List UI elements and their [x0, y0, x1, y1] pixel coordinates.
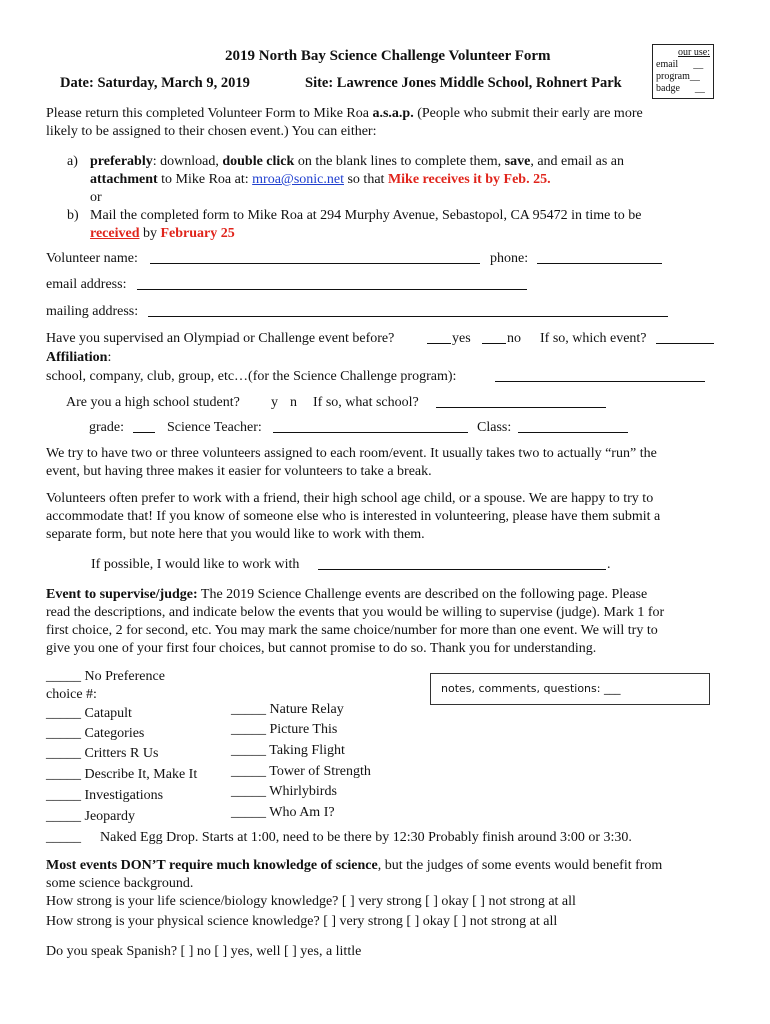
form-title: 2019 North Bay Science Challenge Volunteer Form [225, 48, 551, 64]
supervised-no-field[interactable] [482, 331, 506, 344]
work-with-field[interactable] [318, 557, 606, 570]
hs-no-option[interactable]: n [290, 395, 297, 410]
volunteer-name-field[interactable] [150, 251, 480, 264]
which-event-label: If so, which event? [540, 331, 647, 346]
email-address-field[interactable] [137, 277, 527, 290]
spanish-question[interactable]: Do you speak Spanish? [ ] no [ ] yes, well [ ] yes, a little [46, 944, 362, 959]
events-intro-line-1: Event to supervise/judge: The 2019 Science Challenge events are described on the following page. Please [46, 587, 648, 602]
mailing-address-field[interactable] [148, 304, 668, 317]
grade-label: grade: [89, 420, 124, 435]
what-school-label: If so, what school? [313, 395, 419, 410]
supervised-question: Have you supervised an Olympiad or Challenge event before? [46, 331, 395, 346]
event-taking-flight[interactable]: _____ Taking Flight [231, 743, 345, 758]
office-use-heading: our use: [678, 47, 710, 58]
event-who-am-i[interactable]: _____ Who Am I? [231, 805, 335, 820]
notes-comments-box[interactable] [430, 673, 710, 705]
event-date: Date: Saturday, March 9, 2019 [60, 75, 250, 91]
affiliation-field[interactable] [495, 369, 705, 382]
event-catapult[interactable]: _____ Catapult [46, 706, 132, 721]
knowledge-line-1: Most events DON’T require much knowledge of science, but the judges of some events would benefit from [46, 858, 663, 873]
event-whirlybirds[interactable]: _____ Whirlybirds [231, 784, 337, 799]
event-jeopardy[interactable]: _____ Jeopardy [46, 809, 136, 824]
office-program-label: program [656, 71, 690, 82]
hs-student-question: Are you a high school student? [66, 395, 240, 410]
grade-field[interactable] [133, 420, 155, 433]
knowledge-line-2: some science background. [46, 876, 194, 891]
work-with-label: If possible, I would like to work with [91, 557, 300, 572]
events-intro-line-2: read the descriptions, and indicate below the events that you would be willing to supervise (judge). Mark 1 for [46, 605, 665, 620]
volunteer-name-label: Volunteer name: [46, 251, 138, 266]
event-describe-it[interactable]: _____ Describe It, Make It [46, 767, 198, 782]
phone-field[interactable] [537, 251, 662, 264]
event-tower-of-strength[interactable]: _____ Tower of Strength [231, 764, 371, 779]
office-email-label: email [656, 59, 679, 70]
event-nature-relay[interactable]: _____ Nature Relay [231, 702, 344, 717]
supervised-yes-label: yes [452, 331, 471, 346]
option-b-line-1: Mail the completed form to Mike Roa at 294 Murphy Avenue, Sebastopol, CA 95472 in time to be [90, 208, 642, 223]
which-event-field[interactable] [656, 331, 714, 344]
teacher-field[interactable] [273, 420, 468, 433]
events-intro-line-4: give you one of your first four choices, but cannot promise to do so. Thank you for understanding. [46, 641, 597, 656]
work-with-para-line-2: accommodate that! If you know of someone else who is interested in volunteering, please have them submit a [46, 509, 661, 524]
event-picture-this[interactable]: _____ Picture This [231, 722, 338, 737]
events-intro-line-3: first choice, 2 for second, etc. You may mark the same choice/number for more than one event. We will try to [46, 623, 658, 638]
event-critters-r-us[interactable]: _____ Critters R Us [46, 746, 159, 761]
or-text: or [90, 190, 102, 205]
phone-label: phone: [490, 251, 529, 266]
option-a-line-1: preferably: download, double click on the blank lines to complete them, save, and email as an [90, 154, 625, 169]
class-field[interactable] [518, 420, 628, 433]
teacher-label: Science Teacher: [167, 420, 262, 435]
work-with-para-line-3: separate form, but note here that you would like to work with them. [46, 527, 425, 542]
egg-drop-blank[interactable]: _____ [46, 830, 81, 845]
intro-line-2: likely to be assigned to their chosen event.) You can either: [46, 124, 377, 139]
office-use-box: our use: email __ program__ badge __ [652, 44, 714, 99]
event-site: Site: Lawrence Jones Middle School, Rohnert Park [305, 75, 622, 91]
volunteer-count-line-1: We try to have two or three volunteers assigned to each room/event. It usually takes two to actually “run” the [46, 446, 657, 461]
affiliation-heading: Affiliation: [46, 350, 112, 365]
email-link[interactable]: mroa@sonic.net [252, 172, 344, 187]
intro-line-1: Please return this completed Volunteer Form to Mike Roa a.s.a.p. (People who submit their early are more [46, 106, 643, 121]
class-label: Class: [477, 420, 512, 435]
event-naked-egg-drop: Naked Egg Drop. Starts at 1:00, need to be there by 12:30 Probably finish around 3:00 or 3:30. [100, 830, 632, 845]
option-b-label: b) [67, 208, 79, 223]
affiliation-question: school, company, club, group, etc…(for the Science Challenge program): [46, 369, 457, 384]
physical-science-question[interactable]: How strong is your physical science knowledge? [ ] very strong [ ] okay [ ] not strong at all [46, 914, 558, 929]
office-badge-label: badge [656, 83, 680, 94]
no-preference-option[interactable]: _____ No Preference [46, 669, 165, 684]
supervised-yes-field[interactable] [427, 331, 451, 344]
supervised-no-label: no [507, 331, 521, 346]
mailing-address-label: mailing address: [46, 304, 139, 319]
event-investigations[interactable]: _____ Investigations [46, 788, 164, 803]
option-b-line-2: received by February 25 [90, 226, 235, 241]
life-science-question[interactable]: How strong is your life science/biology knowledge? [ ] very strong [ ] okay [ ] not strong at all [46, 894, 576, 909]
choice-label: choice #: [46, 687, 97, 702]
option-a-line-2: attachment to Mike Roa at: mroa@sonic.net so that Mike receives it by Feb. 25. [90, 172, 551, 187]
hs-yes-option[interactable]: y [271, 395, 278, 410]
notes-label: notes, comments, questions: ___ [441, 682, 621, 695]
work-with-para-line-1: Volunteers often prefer to work with a friend, their high school age child, or a spouse. We are happy to try to [46, 491, 654, 506]
event-categories[interactable]: _____ Categories [46, 726, 145, 741]
email-address-label: email address: [46, 277, 127, 292]
work-with-period: . [607, 557, 611, 572]
option-a-label: a) [67, 154, 78, 169]
volunteer-count-line-2: event, but having three makes it easier for volunteers to take a break. [46, 464, 432, 479]
what-school-field[interactable] [436, 395, 606, 408]
